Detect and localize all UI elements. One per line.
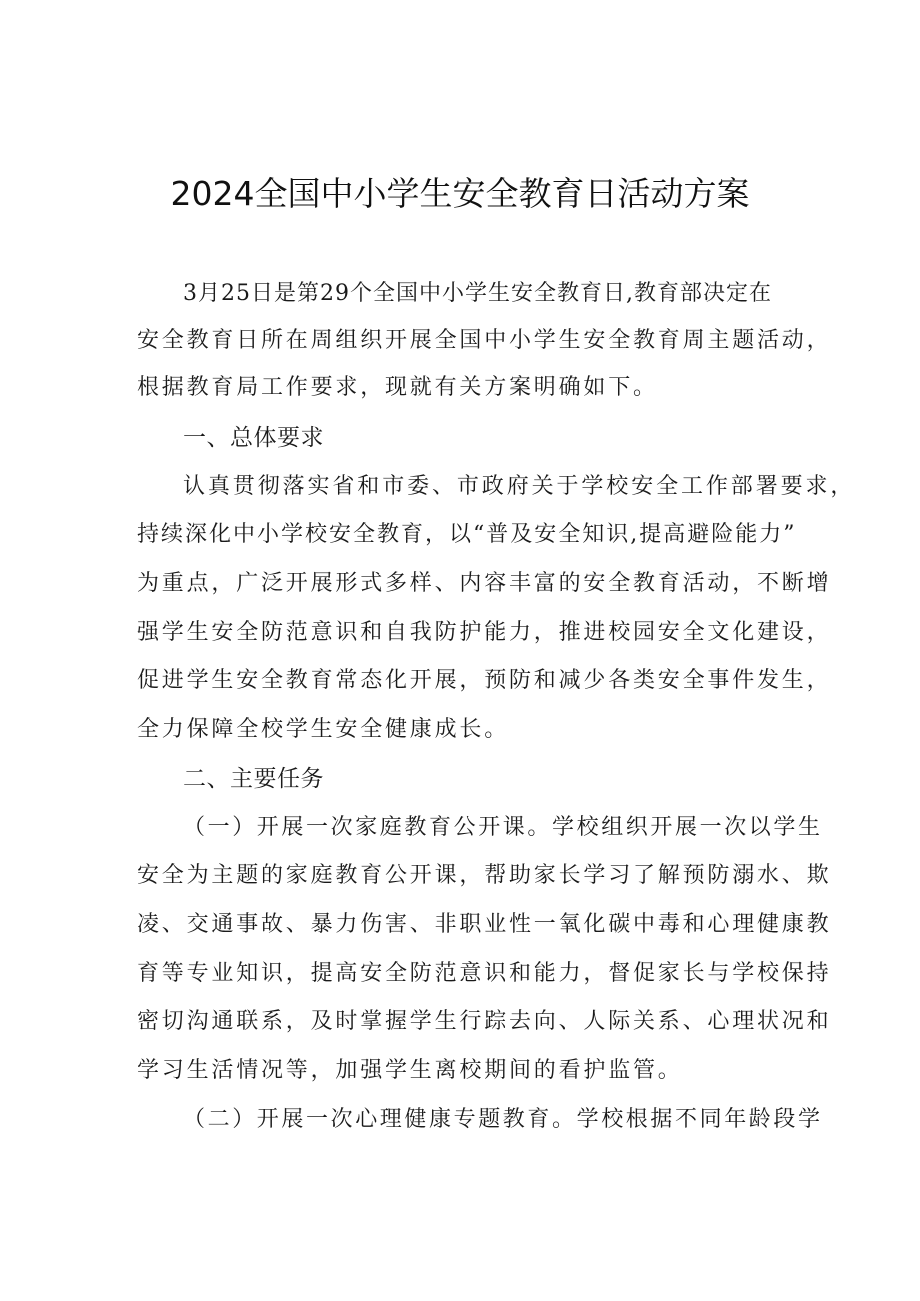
paragraph-line: 为重点，广泛开展形式多样、内容丰富的安全教育活动，不断增 xyxy=(137,571,832,596)
paragraph-line: （一）开展一次家庭教育公开课。学校组织开展一次以学生 xyxy=(183,815,823,840)
paragraph-line: 全力保障全校学生安全健康成长。 xyxy=(137,717,510,742)
paragraph-line: 促进学生安全教育常态化开展，预防和减少各类安全事件发生， xyxy=(137,668,832,693)
section-heading-main-tasks: 二、主要任务 xyxy=(183,766,324,792)
paragraph-line: （二）开展一次心理健康专题教育。学校根据不同年龄段学 xyxy=(183,1107,823,1132)
paragraph-line: 凌、交通事故、暴力伤害、非职业性一氧化碳中毒和心理健康教 xyxy=(137,912,832,937)
paragraph-line: 持续深化中小学校安全教育，以“普及安全知识,提高避险能力” xyxy=(137,522,797,547)
intro-line: 安全教育日所在周组织开展全国中小学生安全教育周主题活动， xyxy=(137,328,832,353)
paragraph-line: 学习生活情况等，加强学生离校期间的看护监管。 xyxy=(137,1058,683,1083)
paragraph-line: 安全为主题的家庭教育公开课，帮助家长学习了解预防溺水、欺 xyxy=(137,863,832,888)
paragraph-line: 密切沟通联系，及时掌握学生行踪去向、人际关系、心理状况和 xyxy=(137,1009,832,1034)
paragraph-line: 强学生安全防范意识和自我防护能力，推进校园安全文化建设， xyxy=(137,620,832,645)
paragraph-line: 育等专业知识，提高安全防范意识和能力，督促家长与学校保持 xyxy=(137,961,832,986)
document-title: 2024全国中小学生安全教育日活动方案 xyxy=(170,174,750,213)
paragraph-line: 认真贯彻落实省和市委、市政府关于学校安全工作部署要求， xyxy=(183,474,856,499)
section-heading-general-requirements: 一、总体要求 xyxy=(183,425,324,451)
intro-line: 根据教育局工作要求，现就有关方案明确如下。 xyxy=(137,375,658,400)
intro-line: 3月25日是第29个全国中小学生安全教育日,教育部决定在 xyxy=(183,281,772,306)
